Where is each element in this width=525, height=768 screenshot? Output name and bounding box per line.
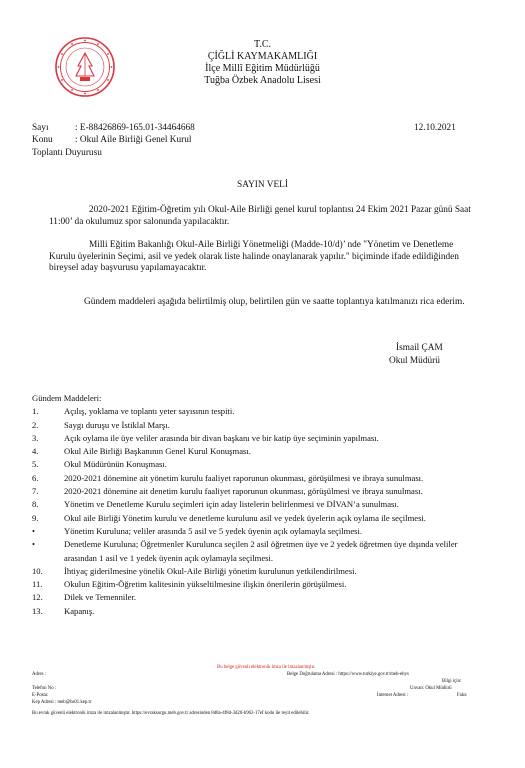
signature-title: Okul Müdürü — [389, 356, 440, 366]
agenda-item-number: 6. — [32, 472, 39, 483]
agenda-item — [32, 565, 482, 578]
email-label: E-Posta: — [32, 693, 49, 698]
info-label: Bilgi için: — [442, 679, 462, 684]
esign-notice: Bu belge güvenli elektronik imza ile imzalanmıştır. — [217, 665, 316, 670]
phone-label: Telefon No : — [32, 686, 57, 691]
agenda-item-number: 9. — [32, 512, 39, 523]
konu-value-continued: Toplantı Duyurusu — [32, 148, 102, 158]
agenda-item-number: 7. — [32, 486, 39, 497]
agenda-item — [32, 432, 482, 445]
agenda-item-text: 2020-2021 dönemine ait denetim kurulu faaliyet raporunun okunması, görüşülmesi ve ibraya sunulması. — [64, 486, 423, 497]
agenda-item — [32, 498, 482, 511]
verify-address[interactable]: Belge Doğrulama Adresi : https://www.turkiye.gov.tr/meb-ebys — [287, 672, 409, 677]
agenda-item-text: Açık oylama ile üye veliler arasında bir divan başkanı ve bir katip üye seçiminin yapılması. — [64, 432, 379, 443]
title-label: Unvan: Okul Müdürü — [410, 686, 452, 691]
agenda-item-text: İhtiyaç giderilmesine yönelik Okul-Aile Birliği yönetim kurulunun yetkilendirilmesi. — [64, 565, 357, 576]
sayi-value: : E-88426869-165.01-34464668 — [75, 123, 195, 133]
agenda-item — [32, 591, 482, 604]
header-line-kaymakamlik: ÇİĞLİ KAYMAKAMLIĞI — [207, 51, 318, 62]
agenda-subitem — [32, 538, 482, 565]
agenda-item-number: 10. — [32, 565, 43, 576]
agenda-item-text: Okulun Eğitim-Öğretim kalitesinin yükseltilmesine ilişkin önerilerin görüşülmesi. — [64, 579, 347, 590]
agenda-item-number: 4. — [32, 446, 39, 457]
signature-name: İsmail ÇAM — [396, 343, 443, 353]
agenda-item-number: 11. — [32, 579, 43, 590]
agenda-item — [32, 419, 482, 432]
agenda-item-number: 1. — [32, 406, 39, 417]
agenda-item-text: Yönetim Kuruluna; veliler arasında 5 asil ve 5 yedek üyenin açık oylamayla seçilmesi. — [64, 525, 363, 536]
agenda-item-text: Açılış, yoklama ve toplantı yeter sayısının tespiti. — [64, 406, 235, 417]
agenda-item — [32, 578, 482, 591]
agenda-item — [32, 605, 482, 618]
address-label: Adres : — [32, 672, 46, 677]
agenda-item-number: 3. — [32, 432, 39, 443]
agenda-subitem — [32, 525, 482, 538]
agenda-item-text: Okul aile Birliği Yönetim kurulu ve denetleme kurulunu asil ve yedek üyelerin açık oylama ile seçilmesi. — [64, 512, 426, 523]
verification-note: Bu evrak güvenli elektronik imza ile imzalanmıştır. https://evraksorgu.meb.gov.tr adresinden 8d8a-4f8d-3d20-b962-17ef kodu ile teyit edilebilir. — [32, 711, 310, 716]
agenda-item — [32, 445, 482, 458]
internet-label: İnternet Adresi : — [377, 693, 409, 698]
fax-label: Faks: — [457, 693, 468, 698]
bullet-icon: • — [32, 539, 36, 550]
agenda-item — [32, 512, 482, 525]
agenda-item-text: Okul Müdürünün Konuşması. — [64, 459, 167, 470]
paragraph-1: 2020-2021 Eğitim-Öğretim yılı Okul-Aile Birliği genel kurul toplantısı 24 Ekim 2021 Pazar günü Saat 11:00’ da okulumuz spor salonunda yapılacaktır. — [49, 205, 471, 227]
agenda-item-text: Kapanış. — [64, 605, 95, 616]
agenda-item-text: 2020-2021 dönemine ait yönetim kurulu faaliyet raporunun okunması, görüşülmesi ve ibraya sunulması. — [64, 472, 424, 483]
agenda-item-text: Yönetim ve Denetleme Kurulu seçimleri için aday listelerin belirlenmesi ve DİVAN’a sunulması. — [64, 499, 399, 510]
sayi-label: Sayı — [32, 123, 49, 133]
agenda-item-text: Denetleme Kuruluna; Öğretmenler Kurulunca seçilen 2 asil öğretmen üye ve 2 yedek öğretmen üye dışında veliler arasından 1 asil ve 1 yedek üyenin açık oylamayla seçilmesi. — [64, 539, 458, 563]
agenda-item — [32, 405, 482, 418]
salutation: SAYIN VELİ — [237, 180, 288, 190]
header-line-mudurluk: İlçe Millî Eğitim Müdürlüğü — [205, 63, 320, 74]
agenda-item-number: 5. — [32, 459, 39, 470]
header-line-school: Tuğba Özbek Anadolu Lisesi — [204, 75, 321, 86]
agenda-item — [32, 472, 482, 485]
agenda-item-number: 12. — [32, 592, 43, 603]
agenda-item — [32, 458, 482, 471]
kep-address: Kep Adresi : meb@hs01.kep.tr — [32, 700, 92, 705]
agenda-title: Gündem Maddeleri: — [32, 393, 102, 403]
konu-label: Konu — [32, 135, 53, 145]
agenda-item-number: 13. — [32, 605, 43, 616]
paragraph-2: Milli Eğitim Bakanlığı Okul-Aile Birliği Yönetmeliği (Madde-10/d)’ nde "Yönetim ve Denetleme Kurulu üyelerinin Seçimi, asil ve yedek olarak liste halinde onaylanarak yapılır." biçiminde ifade edildiğinden bireysel aday başvurusu yapılamayacaktır. — [49, 240, 459, 274]
agenda-item-text: Dilek ve Temenniler. — [64, 592, 137, 603]
agenda-item-text: Saygı duruşu ve İstiklal Marşı. — [64, 419, 170, 430]
agenda-item-number: 2. — [32, 419, 39, 430]
konu-value: : Okul Aile Birliği Genel Kurul — [75, 135, 192, 145]
footer — [32, 664, 492, 717]
bullet-icon: • — [32, 525, 36, 536]
document-date: 12.10.2021 — [414, 123, 456, 133]
agenda-item-number: 8. — [32, 499, 39, 510]
agenda — [32, 392, 482, 618]
header-line-tc: T.C. — [253, 39, 272, 50]
paragraph-3: Gündem maddeleri aşağıda belirtilmiş olup, belirtilen gün ve saatte toplantıya katılmanızı rica ederim. — [84, 297, 465, 307]
agenda-item — [32, 485, 482, 498]
agenda-item-text: Okul Aile Birliği Başkanının Genel Kurul Konuşması. — [64, 446, 251, 457]
